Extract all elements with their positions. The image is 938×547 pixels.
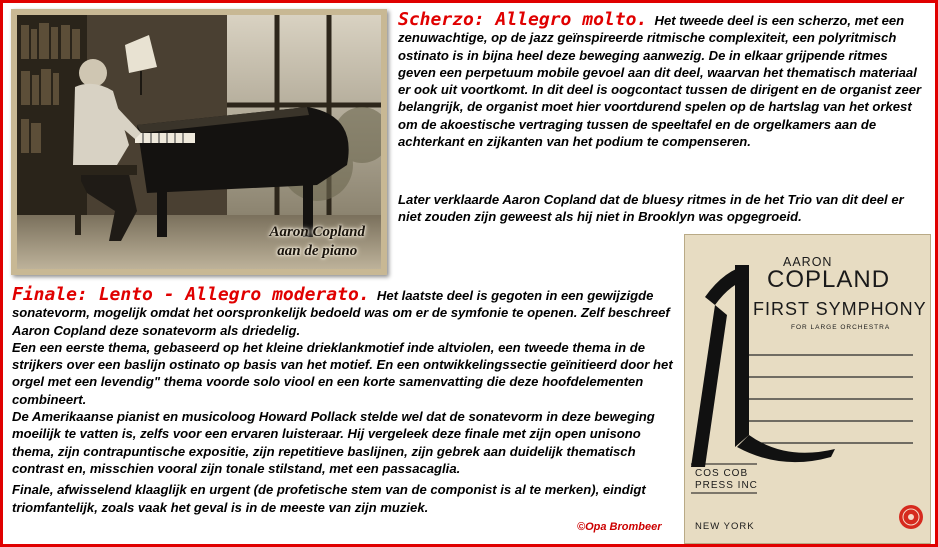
finale-section bbox=[12, 286, 680, 516]
finale-paragraph-3: De Amerikaanse pianist en musicoloog Howard Pollack stelde wel dat de sonatevorm in deze beweging moeilijk te vatten is, zelfs voor een ervaren luisteraar. Hij vergeleek deze finale met zijn open unisono thema, zijn contrapuntische expositie, zijn repetitieve baslijnen, zijn gebrek aan duidelijk thematisch contrast en, misschien vooral zijn tonale stilstand, met een passacaglia. bbox=[12, 409, 655, 476]
cover-publisher-line-1: COS COB bbox=[695, 468, 749, 479]
cover-author-first: AARON bbox=[783, 255, 833, 269]
finale-heading: Finale: Lento - Allegro moderato. bbox=[12, 284, 370, 305]
caption-line-2: aan de piano bbox=[277, 243, 358, 259]
copyright-credit: ©Opa Brombeer bbox=[577, 521, 662, 533]
cover-subtitle: FOR LARGE ORCHESTRA bbox=[791, 324, 891, 331]
caption-line-1: Aaron Copland bbox=[269, 224, 365, 240]
scherzo-heading: Scherzo: Allegro molto. bbox=[398, 9, 648, 30]
cover-city: NEW YORK bbox=[695, 521, 755, 532]
cover-author-last: COPLAND bbox=[767, 266, 891, 293]
cover-title: FIRST SYMPHONY bbox=[753, 299, 927, 319]
score-cover bbox=[684, 234, 931, 544]
finale-paragraph-1 bbox=[12, 286, 680, 339]
red-seal-icon bbox=[899, 505, 923, 529]
finale-paragraph-4: Finale, afwisselend klaaglijk en urgent (de profetische stem van de componist is al te merken), eindigt triomfantelijk, zoals vaak het geval is in de meeste van zijn muziek. bbox=[12, 482, 646, 515]
finale-p1-text: Het laatste deel is gegoten in een gewijzigde sonatevorm, mogelijk omdat het oorspronkelijk bedoeld was om er de symfonie te openen. Zelf beschreef Aaron Copland deze sonatevorm als driedelig. bbox=[12, 288, 670, 338]
photo-frame bbox=[11, 9, 387, 275]
cover-publisher-line-2: PRESS INC bbox=[695, 480, 758, 491]
scherzo-later-paragraph: Later verklaarde Aaron Copland dat de bluesy ritmes in de het Trio van dit deel er niet zouden zijn geweest als hij niet in Brooklyn was opgegroeid. bbox=[398, 192, 904, 225]
scherzo-section bbox=[398, 11, 926, 150]
photo-caption bbox=[270, 223, 365, 261]
composer-piano-photo bbox=[17, 15, 381, 269]
scherzo-body: Het tweede deel is een scherzo, met een zenuwachtige, op de jazz geïnspireerde ritmische complexiteit, een polyritmisch ostinato is in bijna heel deze beweging aanwezig. De in elkaar grijpende ritmes geven een perpetuum mobile gevoel aan dit deel, waarvan het thematisch materiaal er ook uit voortkomt. In dit deel is oogcontact tussen de dirigent en de organist zeer belangrijk, de organist moet hier voortdurend spelen op de hartslag van het orkest om de akoestische vertraging tussen de speeltafel en de orgelkamers aan de achterkant en zijkanten van het podium te compenseren. bbox=[398, 13, 922, 150]
finale-paragraph-2: Een een eerste thema, gebaseerd op het kleine drieklankmotief inde altviolen, een tweede thema in de strijkers over een baslijn ostinato op basis van het motief. En een ontwikkelingssectie geïnitieerd door het orgel met een levendig" thema voorde solo viool en een korte samenvatting die deze hoofdelementen combineert. bbox=[12, 339, 673, 407]
